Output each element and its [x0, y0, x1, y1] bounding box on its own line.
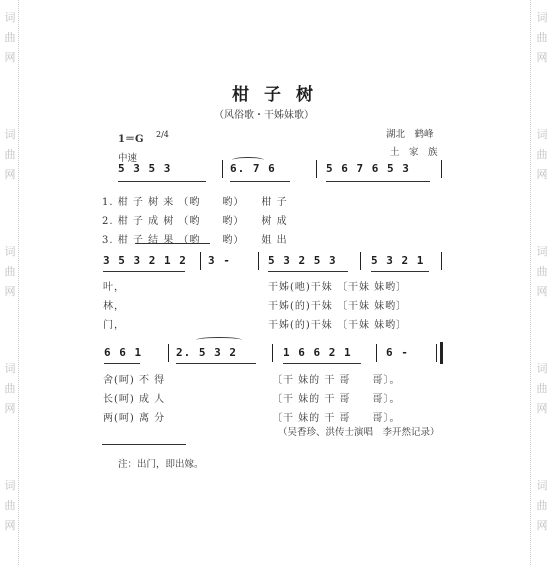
beam-underline — [371, 271, 429, 272]
watermark-glyphs — [3, 125, 17, 185]
barline — [258, 252, 259, 270]
final-barline-thick — [440, 342, 443, 364]
watermark-char: 曲 — [4, 31, 16, 44]
beam-underline — [118, 181, 206, 182]
jianpu-measure: 1 6 6 2 1 — [283, 346, 352, 359]
watermark-char: 网 — [4, 168, 16, 181]
watermark-char: 曲 — [4, 265, 16, 278]
region-label: 湖北 鹤峰 — [386, 129, 434, 140]
ethnicity-label: 土 家 族 — [390, 147, 438, 158]
watermark-char: 网 — [536, 51, 548, 64]
barline — [200, 252, 201, 270]
watermark-char: 词 — [536, 245, 548, 258]
barline — [168, 344, 169, 362]
lyric-line: 两(呵) 离 分 — [103, 413, 166, 424]
lyric-line: 3. 柑 子 结 果 （哟 哟） 姐 出 — [102, 235, 288, 246]
watermark-glyphs — [3, 359, 17, 419]
lyric-line: 门， — [103, 320, 125, 331]
watermark-char: 词 — [4, 11, 16, 24]
watermark-char: 词 — [536, 128, 548, 141]
watermark-char: 网 — [4, 402, 16, 415]
watermark-glyphs — [3, 476, 17, 536]
left-margin-line — [18, 0, 19, 565]
barline — [360, 252, 361, 270]
lyric-line: 〔干 妹的 干 哥 哥〕。 — [272, 394, 401, 405]
lyric-line: 〔干 妹的 干 哥 哥〕。 — [272, 375, 401, 386]
jianpu-measure: 5 6 7 6 5 3 — [326, 162, 410, 175]
performer-credit: （吴香珍、洪传士演唱 李开然记录） — [278, 427, 440, 438]
lyric-line: 长(呵) 成 人 — [103, 394, 166, 405]
footnote-rule — [102, 444, 186, 445]
watermark-char: 曲 — [536, 148, 548, 161]
watermark-char: 词 — [536, 11, 548, 24]
lyric-line: 〔干 妹的 干 哥 哥〕。 — [272, 413, 401, 424]
watermark-char: 曲 — [4, 148, 16, 161]
lyric-line: 干姊(吔)干妹 〔干妹 妹哟〕 — [268, 282, 408, 293]
watermark-char: 曲 — [4, 499, 16, 512]
lyric-line: 林， — [103, 301, 125, 312]
watermark-char: 网 — [536, 519, 548, 532]
jianpu-measure: 6 - — [386, 346, 409, 359]
beam-underline — [283, 363, 361, 364]
song-subtitle: （风俗歌・干姊妹歌） — [214, 110, 314, 121]
watermark-glyphs — [535, 359, 549, 419]
jianpu-measure: 3 5 3 2 1 2 — [103, 254, 187, 267]
jianpu-measure: 5 3 2 1 — [371, 254, 425, 267]
watermark-char: 曲 — [536, 265, 548, 278]
jianpu-measure: 3 - — [208, 254, 231, 267]
watermark-char: 网 — [536, 285, 548, 298]
watermark-char: 词 — [4, 362, 16, 375]
watermark-glyphs — [535, 125, 549, 185]
watermark-glyphs — [535, 242, 549, 302]
watermark-char: 网 — [536, 168, 548, 181]
watermark-char: 网 — [4, 51, 16, 64]
jianpu-measure: 2. 5 3 2 — [176, 346, 237, 359]
lyric-line: 舍(呵) 不 得 — [103, 375, 166, 386]
watermark-char: 网 — [4, 285, 16, 298]
watermark-char: 曲 — [4, 382, 16, 395]
watermark-char: 词 — [536, 362, 548, 375]
watermark-char: 词 — [4, 128, 16, 141]
lyric-line: 2. 柑 子 成 树 （哟 哟） 树 成 — [102, 216, 288, 227]
watermark-glyphs — [3, 242, 17, 302]
final-barline-thin — [436, 344, 437, 362]
beam-underline — [103, 271, 185, 272]
beam-underline — [176, 363, 256, 364]
beam-underline — [104, 363, 140, 364]
jianpu-measure: 5 3 5 3 — [118, 162, 172, 175]
beam-underline — [230, 181, 290, 182]
jianpu-measure: 6. 7 6 — [230, 162, 276, 175]
slur-mark — [196, 337, 242, 343]
lyric-line: 干姊(的)干妹 〔干妹 妹哟〕 — [268, 301, 408, 312]
footnote: 注：出门，即出嫁。 — [118, 459, 204, 470]
jianpu-measure: 6 6 1 — [104, 346, 143, 359]
key-signature: 1＝G — [118, 134, 144, 145]
tempo-marking: 中速 — [118, 153, 138, 164]
watermark-glyphs — [535, 8, 549, 68]
time-signature: 2/4 — [156, 130, 169, 139]
barline — [316, 160, 317, 178]
watermark-char: 曲 — [536, 31, 548, 44]
watermark-char: 网 — [4, 519, 16, 532]
watermark-char: 曲 — [536, 499, 548, 512]
lyric-line: 1. 柑 子 树 来 （哟 哟） 柑 子 — [102, 197, 288, 208]
song-title: 柑子树 — [232, 85, 328, 105]
watermark-char: 词 — [4, 245, 16, 258]
right-margin-line — [530, 0, 531, 565]
jianpu-measure: 5 3 2 5 3 — [268, 254, 337, 267]
watermark-char: 曲 — [536, 382, 548, 395]
watermark-char: 词 — [536, 479, 548, 492]
beam-underline — [326, 181, 430, 182]
watermark-glyphs — [3, 8, 17, 68]
beam-underline — [268, 271, 348, 272]
barline — [441, 252, 442, 270]
barline — [441, 160, 442, 178]
lyric-line: 叶， — [103, 282, 125, 293]
watermark-glyphs — [535, 476, 549, 536]
lyric-line: 干姊(的)干妹 〔干妹 妹哟〕 — [268, 320, 408, 331]
barline — [222, 160, 223, 178]
watermark-char: 词 — [4, 479, 16, 492]
barline — [376, 344, 377, 362]
watermark-char: 网 — [536, 402, 548, 415]
barline — [272, 344, 273, 362]
